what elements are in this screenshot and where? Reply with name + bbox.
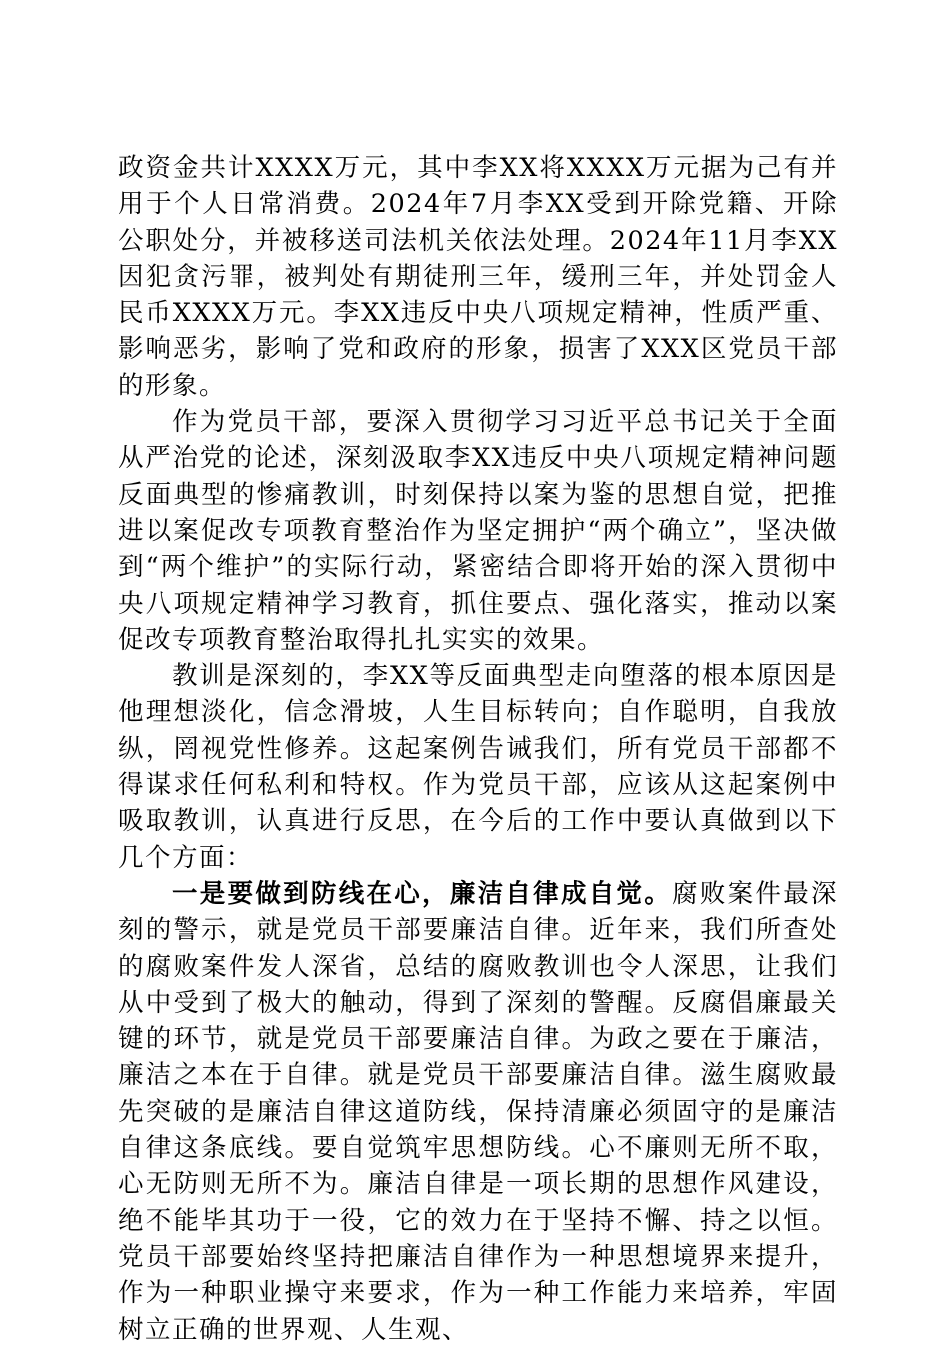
paragraph-text: 教训是深刻的，李XX等反面典型走向堕落的根本原因是他理想淡化，信念滑坡，人生目标转向；自作聪明，自我放纵，罔视党性修养。这起案例告诫我们，所有党员干部都不得谋求任何私利和特权。作为党员干部，应该从这起案例中吸取教训，认真进行反思，在今后的工作中要认真做到以下几个方面：	[118, 661, 838, 873]
point-one-heading: 一是要做到防线在心，廉洁自律成自觉。	[172, 878, 673, 909]
paragraph-party-duty	[118, 404, 838, 658]
paragraph-text: 腐败案件最深刻的警示，就是党员干部要廉洁自律。近年来，我们所查处的腐败案件发人深省，总结的腐败教训也令人深思，让我们从中受到了极大的触动，得到了深刻的警醒。反腐倡廉最关键的环节，就是党员干部要廉洁自律。为政之要在于廉洁，廉洁之本在于自律。就是党员干部要廉洁自律。滋生腐败最先突破的是廉洁自律这道防线，保持清廉必须固守的是廉洁自律这条底线。要自觉筑牢思想防线。心不廉则无所不取，心无防则无所不为。廉洁自律是一项长期的思想作风建设，绝不能毕其功于一役，它的效力在于坚持不懈、持之以恒。党员干部要始终坚持把廉洁自律作为一种思想境界来提升，作为一种职业操守来要求，作为一种工作能力来培养，牢固树立正确的世界观、人生观、	[118, 878, 838, 1345]
paragraph-case-facts	[118, 150, 838, 404]
paragraph-point-one	[118, 876, 838, 1348]
paragraph-text: 政资金共计XXXX万元，其中李XX将XXXX万元据为己有并用于个人日常消费。2024年7月李XX受到开除党籍、开除公职处分，并被移送司法机关依法处理。2024年11月李XX因犯贪污罪，被判处有期徒刑三年，缓刑三年，并处罚金人民币XXXX万元。李XX违反中央八项规定精神，性质严重、影响恶劣，影响了党和政府的形象，损害了XXX区党员干部的形象。	[118, 153, 838, 401]
paragraph-text: 作为党员干部，要深入贯彻学习习近平总书记关于全面从严治党的论述，深刻汲取李XX违反中央八项规定精神问题反面典型的惨痛教训，时刻保持以案为鉴的思想自觉，把推进以案促改专项教育整治作为坚定拥护“两个确立”，坚决做到“两个维护”的实际行动，紧密结合即将开始的深入贯彻中央八项规定精神学习教育，抓住要点、强化落实，推动以案促改专项教育整治取得扎扎实实的效果。	[118, 407, 838, 655]
document-body	[118, 150, 838, 1348]
paragraph-lessons	[118, 658, 838, 876]
